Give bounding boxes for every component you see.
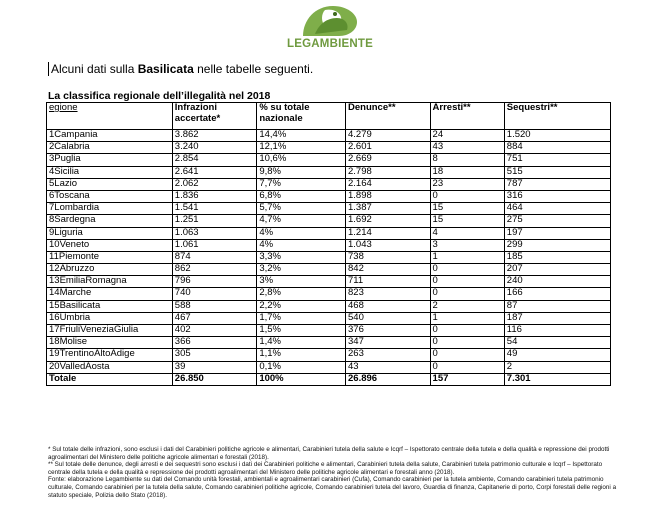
table-cell: 1.387 xyxy=(346,203,431,215)
table-cell: 13EmiliaRomagna xyxy=(47,276,173,288)
table-cell: 7Lombardia xyxy=(47,203,173,215)
table-cell: 1.692 xyxy=(346,215,431,227)
footnotes xyxy=(48,446,618,499)
column-header: Denunce** xyxy=(346,103,431,130)
table-row xyxy=(47,288,611,300)
footnote-source: Fonte: elaborazione Legambiente su dati del Comando unità forestali, ambientali e agroalimentari carabinieri (Cufa), Comando carabinieri per la tutela ambiente, Comando carabinieri tutela patrimonio culturale, Comando carabinieri per la tutela della salute, Comando carabinieri politiche agricole, Comando carabinieri tutela del lavoro, Guardia di finanza, Capitanerie di porto, Corpi forestali delle regioni a statuto speciale, Polizia dello Stato (2018). xyxy=(48,476,617,499)
table-row xyxy=(47,300,611,312)
column-header: Infrazioni accertate* xyxy=(172,103,257,130)
table-cell: 874 xyxy=(172,251,257,263)
table-cell: 738 xyxy=(346,251,431,263)
illegality-ranking-table xyxy=(46,102,611,386)
table-cell: 24 xyxy=(430,130,504,142)
table-cell: 468 xyxy=(346,300,431,312)
table-cell: 2 xyxy=(430,300,504,312)
table-cell: 49 xyxy=(504,349,610,361)
column-header: Arresti** xyxy=(430,103,504,130)
table-row xyxy=(47,142,611,154)
table-row xyxy=(47,190,611,202)
footnote: ** Sul totale delle denunce, degli arresti e dei sequestri sono esclusi i dati dei Carabinieri politiche e alimentari, Carabinieri tutela della salute, Carabinieri tutela patrimonio culturale e Icqrf – Ispettorato centrale della tutela e della qualità e repressione dei prodotti agroalimentari del Ministero delle politiche agricole alimentari e forestali anno (2018). xyxy=(48,461,603,476)
table-cell: 0 xyxy=(430,325,504,337)
table-cell: 8Sardegna xyxy=(47,215,173,227)
table-cell: 464 xyxy=(504,203,610,215)
table-cell: 4,7% xyxy=(257,215,346,227)
column-header: % su totale nazionale xyxy=(257,103,346,130)
table-cell: 842 xyxy=(346,264,431,276)
table-cell: 39 xyxy=(172,361,257,373)
table-cell: 5Lazio xyxy=(47,178,173,190)
table-cell: 0,1% xyxy=(257,361,346,373)
table-cell: 1.541 xyxy=(172,203,257,215)
table-cell: 6Toscana xyxy=(47,190,173,202)
table-cell: 884 xyxy=(504,142,610,154)
table-cell: 823 xyxy=(346,288,431,300)
table-cell: 15 xyxy=(430,215,504,227)
table-cell: 2.062 xyxy=(172,178,257,190)
table-cell: 26.850 xyxy=(172,373,257,385)
table-cell: 4 xyxy=(430,227,504,239)
table-cell: 0 xyxy=(430,288,504,300)
table-cell: 1 xyxy=(430,251,504,263)
table-row xyxy=(47,349,611,361)
table-cell: 26.896 xyxy=(346,373,431,385)
table-cell: 3 xyxy=(430,239,504,251)
table-cell: 4.279 xyxy=(346,130,431,142)
table-cell: 3.240 xyxy=(172,142,257,154)
table-cell: 305 xyxy=(172,349,257,361)
table-cell: 15Basilicata xyxy=(47,300,173,312)
table-cell: 6,8% xyxy=(257,190,346,202)
table-cell: 862 xyxy=(172,264,257,276)
logo-text: LEGAMBIENTE xyxy=(287,38,373,50)
table-cell: 18 xyxy=(430,166,504,178)
table-cell: 7,7% xyxy=(257,178,346,190)
table-cell: 711 xyxy=(346,276,431,288)
table-cell: 402 xyxy=(172,325,257,337)
table-cell: 116 xyxy=(504,325,610,337)
table-cell: 1.520 xyxy=(504,130,610,142)
table-cell: 5,7% xyxy=(257,203,346,215)
table-cell: 3,2% xyxy=(257,264,346,276)
table-row xyxy=(47,178,611,190)
table-cell: 1,7% xyxy=(257,312,346,324)
table-cell: 0 xyxy=(430,337,504,349)
table-cell: 100% xyxy=(257,373,346,385)
table-cell: 1.836 xyxy=(172,190,257,202)
column-header: egione xyxy=(47,103,173,130)
table-cell: 23 xyxy=(430,178,504,190)
table-cell: 0 xyxy=(430,190,504,202)
table-cell: 9Liguria xyxy=(47,227,173,239)
table-cell: 1.061 xyxy=(172,239,257,251)
table-cell: 1.898 xyxy=(346,190,431,202)
table-cell: 54 xyxy=(504,337,610,349)
table-cell: 187 xyxy=(504,312,610,324)
footnote: * Sul totale delle infrazioni, sono esclusi i dati del Carabinieri politiche agricole e alimentari, Carabinieri tutela della salute e Icqrf – Ispettorato centrale della tutela e della qualità e repressione dei prodotti agroalimentari del Ministero delle politiche agricole alimentari e forestali (2018). xyxy=(48,446,610,461)
table-cell: 2.641 xyxy=(172,166,257,178)
table-cell: 316 xyxy=(504,190,610,202)
table-cell: 16Umbria xyxy=(47,312,173,324)
table-row xyxy=(47,325,611,337)
table-cell: 207 xyxy=(504,264,610,276)
table-cell: 17FriuliVeneziaGiulia xyxy=(47,325,173,337)
table-row xyxy=(47,239,611,251)
table-cell: 166 xyxy=(504,288,610,300)
table-cell: 796 xyxy=(172,276,257,288)
table-cell: 14Marche xyxy=(47,288,173,300)
table-cell: 9,8% xyxy=(257,166,346,178)
table-cell: 2.601 xyxy=(346,142,431,154)
section-title: La classifica regionale dell’illegalità nel 2018 xyxy=(48,90,271,102)
table-row xyxy=(47,154,611,166)
table-cell: 12,1% xyxy=(257,142,346,154)
table-cell: 43 xyxy=(346,361,431,373)
table-cell: 2.669 xyxy=(346,154,431,166)
table-cell: 15 xyxy=(430,203,504,215)
table-row xyxy=(47,276,611,288)
table-cell: 1 xyxy=(430,312,504,324)
table-cell: 0 xyxy=(430,264,504,276)
swan-logo-icon xyxy=(295,0,365,38)
table-cell: 2.798 xyxy=(346,166,431,178)
table-cell: 1,1% xyxy=(257,349,346,361)
column-header: Sequestri** xyxy=(504,103,610,130)
table-cell: 275 xyxy=(504,215,610,227)
table-cell: 3% xyxy=(257,276,346,288)
table-cell: 263 xyxy=(346,349,431,361)
table-cell: 0 xyxy=(430,276,504,288)
table-cell: 4Sicilia xyxy=(47,166,173,178)
table-row xyxy=(47,203,611,215)
table-row xyxy=(47,264,611,276)
table-cell: 2.854 xyxy=(172,154,257,166)
table-row xyxy=(47,166,611,178)
table-row xyxy=(47,215,611,227)
table-cell: 366 xyxy=(172,337,257,349)
table-cell: 3,3% xyxy=(257,251,346,263)
table-cell: 43 xyxy=(430,142,504,154)
table-cell: 299 xyxy=(504,239,610,251)
table-cell: 10Veneto xyxy=(47,239,173,251)
table-cell: 11Piemonte xyxy=(47,251,173,263)
table-cell: 2Calabria xyxy=(47,142,173,154)
table-cell: 14,4% xyxy=(257,130,346,142)
table-cell: 2,8% xyxy=(257,288,346,300)
table-cell: 1,5% xyxy=(257,325,346,337)
table-cell: 8 xyxy=(430,154,504,166)
table-cell: 1.043 xyxy=(346,239,431,251)
table-cell: 3.862 xyxy=(172,130,257,142)
table-cell: 19TrentinoAltoAdige xyxy=(47,349,173,361)
table-cell: 4% xyxy=(257,227,346,239)
table-cell: 347 xyxy=(346,337,431,349)
table-cell: 87 xyxy=(504,300,610,312)
table-cell: Totale xyxy=(47,373,173,385)
table-cell: 157 xyxy=(430,373,504,385)
table-cell: 1.251 xyxy=(172,215,257,227)
intro-text xyxy=(48,62,313,76)
table-cell: 1.063 xyxy=(172,227,257,239)
table-cell: 3Puglia xyxy=(47,154,173,166)
intro-prefix: Alcuni dati sulla xyxy=(51,62,138,76)
table-row xyxy=(47,130,611,142)
table-cell: 540 xyxy=(346,312,431,324)
table-cell: 240 xyxy=(504,276,610,288)
table-row xyxy=(47,227,611,239)
table-row xyxy=(47,251,611,263)
table-cell: 376 xyxy=(346,325,431,337)
table-cell: 185 xyxy=(504,251,610,263)
table-cell: 197 xyxy=(504,227,610,239)
table-header-row xyxy=(47,103,611,130)
table-cell: 18Molise xyxy=(47,337,173,349)
table-cell: 751 xyxy=(504,154,610,166)
table-cell: 2,2% xyxy=(257,300,346,312)
intro-region: Basilicata xyxy=(137,62,194,76)
table-cell: 588 xyxy=(172,300,257,312)
table-total-row xyxy=(47,373,611,385)
table-cell: 0 xyxy=(430,361,504,373)
table-cell: 10,6% xyxy=(257,154,346,166)
table-cell: 2 xyxy=(504,361,610,373)
table-cell: 12Abruzzo xyxy=(47,264,173,276)
table-row xyxy=(47,361,611,373)
table-cell: 4% xyxy=(257,239,346,251)
table-cell: 2.164 xyxy=(346,178,431,190)
table-cell: 1Campania xyxy=(47,130,173,142)
table-cell: 0 xyxy=(430,349,504,361)
table-cell: 1,4% xyxy=(257,337,346,349)
legambiente-logo xyxy=(282,0,378,52)
table-cell: 1.214 xyxy=(346,227,431,239)
intro-suffix: nelle tabelle seguenti. xyxy=(193,62,314,76)
table-row xyxy=(47,312,611,324)
table-cell: 740 xyxy=(172,288,257,300)
table-cell: 467 xyxy=(172,312,257,324)
table-cell: 515 xyxy=(504,166,610,178)
table-cell: 7.301 xyxy=(504,373,610,385)
table-row xyxy=(47,337,611,349)
table-cell: 787 xyxy=(504,178,610,190)
table-cell: 20ValledAosta xyxy=(47,361,173,373)
